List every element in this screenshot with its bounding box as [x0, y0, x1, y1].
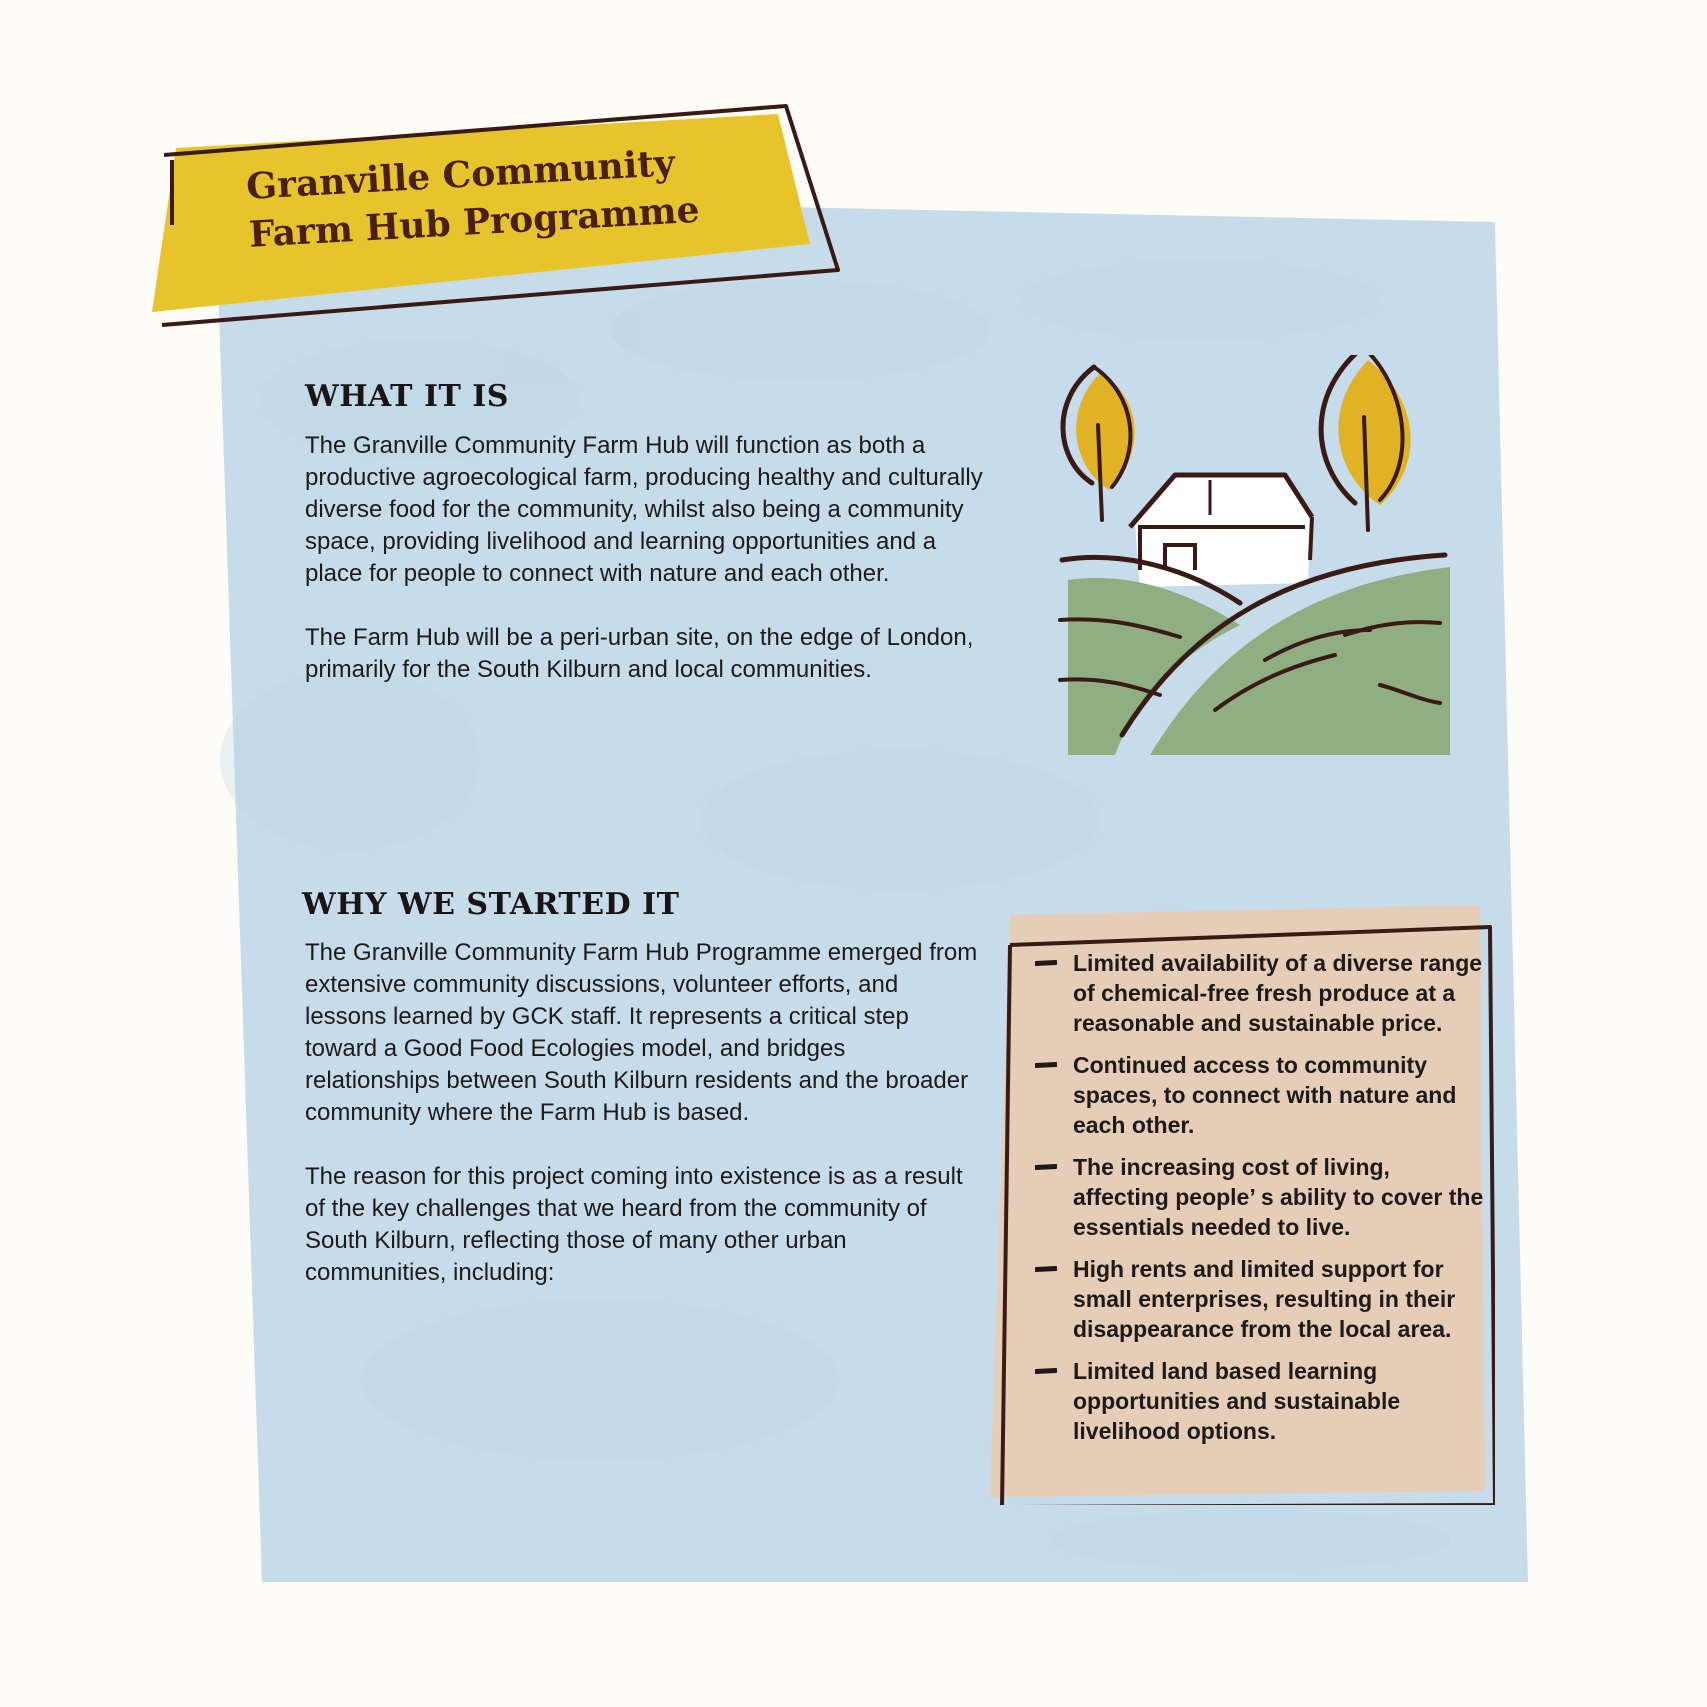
list-item: [1035, 1050, 1485, 1140]
bullet-dash-icon: [1035, 960, 1057, 967]
bullet-dash-icon: [1035, 1266, 1057, 1273]
why-paragraph: The Granville Community Farm Hub Programme emerged from extensive community discussions, volunteer efforts, and lessons learned by GCK staff. It represents a critical step toward a Good Food Ecologies model, and bridges relationships between South Kilburn residents and the broader community where the Farm Hub is based.: [305, 939, 978, 1126]
bullet-dash-icon: [1035, 1164, 1057, 1171]
challenges-list: [1035, 948, 1485, 1458]
what-it-is-paragraph: The Farm Hub will be a peri-urban site, on the edge of London, primarily for the South Kilburn and local communities.: [305, 624, 974, 683]
bullet-dash-icon: [1035, 1368, 1057, 1375]
what-it-is-heading: WHAT IT IS: [305, 379, 509, 414]
farm-illustration: [1050, 355, 1450, 755]
why-we-started-it-body: [305, 937, 985, 1289]
what-it-is-paragraph: The Granville Community Farm Hub will function as both a productive agroecological farm, producing healthy and culturally diverse food for the community, whilst also being a community space, providing livelihood and learning opportunities and a place for people to connect with nature and each other.: [305, 432, 983, 587]
list-item: [1035, 1356, 1485, 1446]
page-title: Granville Community Farm Hub Programme: [245, 142, 701, 256]
what-it-is-body: [305, 430, 985, 686]
why-we-started-it-heading: WHY WE STARTED IT: [302, 887, 680, 922]
why-paragraph: The reason for this project coming into existence is as a result of the key challenges that we heard from the community of South Kilburn, reflecting those of many other urban communities, including:: [305, 1163, 963, 1286]
list-item: [1035, 948, 1485, 1038]
list-item: [1035, 1152, 1485, 1242]
list-item: [1035, 1254, 1485, 1344]
challenge-text: High rents and limited support for small enterprises, resulting in their disappearance from the local area.: [1073, 1256, 1456, 1342]
challenge-text: The increasing cost of living, affecting people’ s ability to cover the essentials needed to live.: [1073, 1154, 1484, 1240]
challenge-text: Limited land based learning opportunities and sustainable livelihood options.: [1073, 1358, 1401, 1444]
challenge-text: Limited availability of a diverse range of chemical-free fresh produce at a reasonable and sustainable price.: [1073, 950, 1483, 1036]
bullet-dash-icon: [1035, 1062, 1057, 1069]
challenge-text: Continued access to community spaces, to connect with nature and each other.: [1073, 1052, 1457, 1138]
